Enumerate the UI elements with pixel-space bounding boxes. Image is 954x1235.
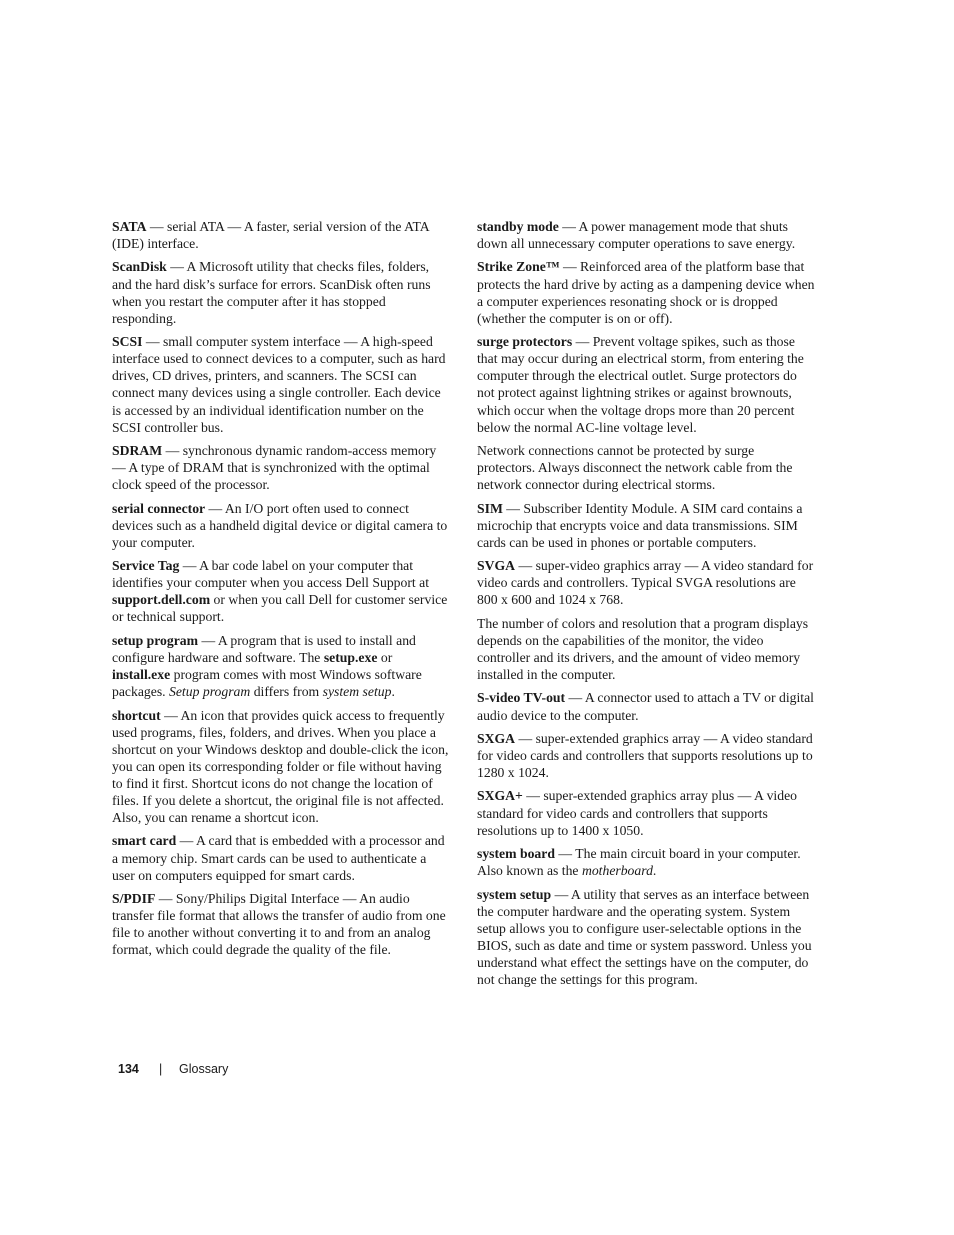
entry-term: standby mode <box>477 219 559 234</box>
entry-term: SVGA <box>477 558 516 574</box>
glossary-entry-system-board <box>477 845 815 879</box>
entry-definition: — Reinforced area of the platform base that protects the hard drive by acting as a dampening device when a computer experiences resonating shock or is dropped (whether the computer is on or off). <box>477 259 815 326</box>
glossary-entry-shortcut <box>112 707 450 827</box>
entry-definition: — super-extended graphics array plus — A video standard for video cards and controllers that supports resolutions up to 1400 x 1050. <box>477 788 797 838</box>
entry-definition-cont: or <box>377 649 393 665</box>
entry-term: ScanDisk <box>112 259 167 275</box>
page-number: 134 <box>118 1062 139 1076</box>
support-url: support.dell.com <box>112 592 211 608</box>
glossary-entry-s-video-tv-out <box>477 689 815 723</box>
entry-definition: — The main circuit board in your computer. Also known as the <box>477 846 801 879</box>
entry-term: SDRAM <box>112 443 163 459</box>
svga-note: The number of colors and resolution that a program displays depends on the capabilities of the monitor, the video controller and its drivers, and the amount of video memory installed in the computer. <box>477 615 809 683</box>
entry-definition: — A program that is used to install and configure hardware and software. The <box>112 632 416 665</box>
entry-definition: — synchronous dynamic random-access memory — A type of DRAM that is synchronized with the optimal clock speed of the processor. <box>112 443 437 493</box>
entry-term: surge protectors <box>477 334 573 350</box>
filename-install-exe: install.exe <box>112 667 171 683</box>
entry-term: SXGA+ <box>477 788 523 804</box>
surge-protectors-note: Network connections cannot be protected by surge protectors. Always disconnect the network cable from the network connector during electrical storms. <box>477 443 793 493</box>
glossary-entry-scandisk <box>112 258 450 326</box>
entry-definition-cont: . <box>652 863 657 879</box>
entry-definition: — Sony/Philips Digital Interface — An audio transfer file format that allows the transfer of audio from one file to another without converting it to and from an analog format, which could degrade the quality of the file. <box>112 891 446 958</box>
glossary-entry-service-tag <box>112 557 450 625</box>
entry-term: S/PDIF <box>112 891 156 907</box>
entry-definition: — super-extended graphics array — A video standard for video cards and controllers that supports resolutions up to 1280 x 1024. <box>477 730 813 781</box>
entry-term: smart card <box>112 833 177 849</box>
glossary-entry-sxga <box>477 730 815 781</box>
entry-definition: — A card that is embedded with a processor and a memory chip. Smart cards can be used to authenticate a user on computers equipped for smart cards. <box>112 833 445 883</box>
entry-definition-cont: . <box>391 684 395 700</box>
entry-term: SXGA <box>477 730 516 746</box>
entry-term: S-video TV-out <box>477 690 566 706</box>
entry-term: SIM <box>477 500 503 516</box>
glossary-entry-setup-program <box>112 632 450 700</box>
glossary-entry-sdram <box>112 442 450 493</box>
glossary-entry-svga <box>477 557 815 608</box>
entry-definition-cont: program comes with most Windows software packages. <box>112 667 422 700</box>
entry-term: Strike Zone™ <box>477 259 560 275</box>
entry-definition: — A Microsoft utility that checks files, folders, and the hard disk’s surface for errors. ScanDisk often runs when you restart the computer after it has stopped responding. <box>112 259 431 326</box>
entry-definition: — A bar code label on your computer that identifies your computer when you access Dell Support at <box>112 558 430 591</box>
section-title: Glossary <box>179 1062 229 1076</box>
glossary-entry-serial-connector <box>112 500 450 551</box>
entry-definition: — An icon that provides quick access to frequently used programs, files, folders, and drives. When you place a shortcut on your Windows desktop and double-click the icon, you can open its corresponding folder or file without having to find it first. Shortcut icons do not change the location of files. If you delete a shortcut, the original file is not affected. Also, you can rename a shortcut icon. <box>112 707 449 826</box>
glossary-entry-spdif <box>112 890 450 958</box>
glossary-entry-smart-card <box>112 832 450 883</box>
glossary-entry-standby-mode <box>477 218 815 252</box>
entry-definition: — Subscriber Identity Module. A SIM card contains a microchip that encrypts voice and data transmissions. SIM cards can be used in phones or portable computers. <box>477 500 803 550</box>
entry-definition: — A connector used to attach a TV or digital audio device to the computer. <box>477 690 814 723</box>
entry-term: Service Tag <box>112 558 180 574</box>
entry-definition-cont: differs from <box>250 684 323 700</box>
filename-setup-exe: setup.exe <box>323 649 378 665</box>
glossary-entry-sata <box>112 218 450 252</box>
entry-term: setup program <box>112 632 199 648</box>
entry-term: serial connector <box>112 500 206 516</box>
footer-separator: | <box>159 1062 163 1076</box>
glossary-entry-strike-zone <box>477 258 815 326</box>
entry-definition: — A utility that serves as an interface between the computer hardware and the operating system. System setup allows you to configure user-selectable options in the BIOS, such as date and time or system password. Unless you understand what effect the settings have on the computer, do not change the settings for this program. <box>477 886 812 988</box>
glossary-entry-surge-protectors <box>477 333 815 436</box>
glossary-entry-system-setup <box>477 886 815 989</box>
entry-definition: — Prevent voltage spikes, such as those that may occur during an electrical storm, from entering the computer through the electrical outlet. Surge protectors do not protect against lightning strikes or against brownouts, which occur when the voltage drops more than 20 percent below the normal AC-line voltage level. <box>477 334 804 435</box>
entry-definition-cont: or when you call Dell for customer service or technical support. <box>112 592 448 625</box>
italic-term: motherboard <box>581 863 653 879</box>
right-column <box>477 218 815 994</box>
left-column <box>112 218 450 965</box>
entry-term: SCSI <box>112 334 143 350</box>
entry-term: SATA <box>112 219 147 234</box>
glossary-entry-sxga-plus <box>477 787 815 838</box>
page-footer <box>118 1062 229 1076</box>
italic-term: system setup <box>322 684 392 700</box>
entry-definition: — A power management mode that shuts down all unnecessary computer operations to save energy. <box>477 219 796 252</box>
entry-definition: — small computer system interface — A high-speed interface used to connect devices to a computer, such as hard drives, CD drives, printers, and scanners. The SCSI can connect many devices using a single controller. Each device is accessed by an individual identification number on the SCSI controller bus. <box>112 334 446 435</box>
glossary-entry-scsi <box>112 333 450 436</box>
entry-term: system setup <box>477 886 552 902</box>
entry-definition: — super-video graphics array — A video standard for video cards and controllers. Typical SVGA resolutions are 800 x 600 and 1024 x 768. <box>477 558 814 608</box>
glossary-entry-sim <box>477 500 815 551</box>
italic-term: Setup program <box>169 684 251 700</box>
entry-definition: — An I/O port often used to connect devices such as a handheld digital device or digital camera to your computer. <box>112 500 448 550</box>
entry-term: system board <box>477 846 555 862</box>
entry-term: shortcut <box>112 707 161 723</box>
entry-definition: — serial ATA — A faster, serial version of the ATA (IDE) interface. <box>112 219 429 252</box>
